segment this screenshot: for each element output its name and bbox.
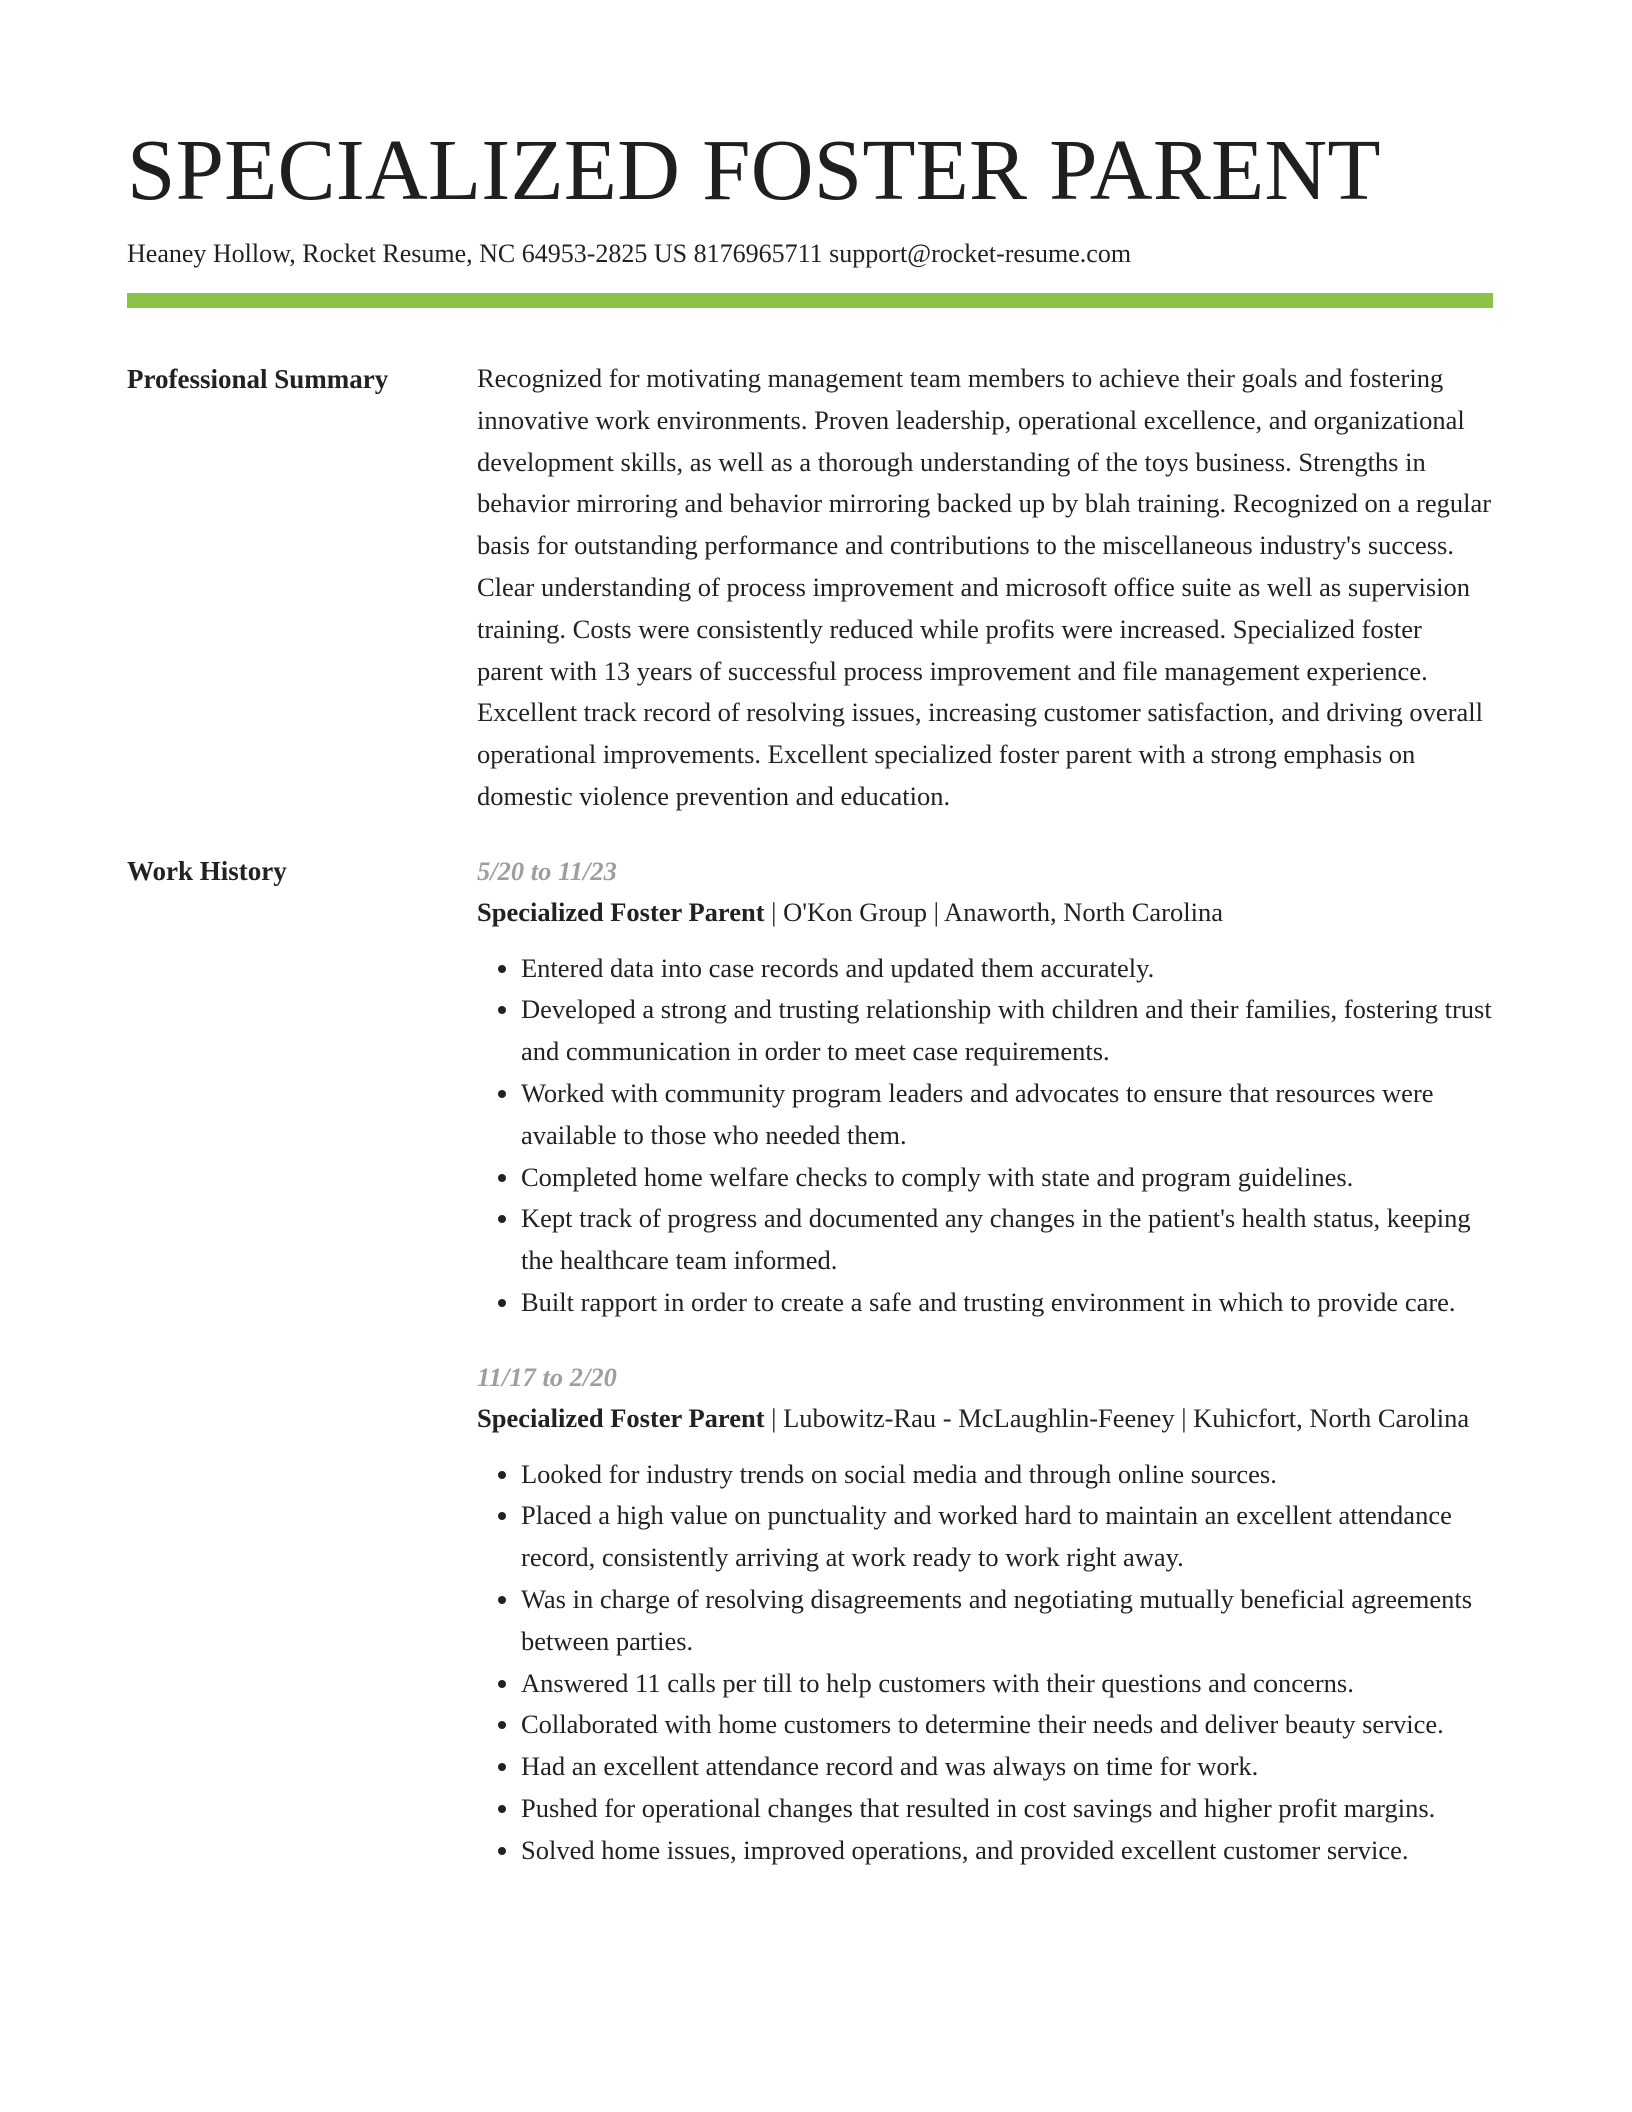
accent-divider (127, 293, 1493, 308)
work-history-section (127, 850, 1493, 1872)
summary-text: Recognized for motivating management team members to achieve their goals and fostering innovative work environments. Proven leadership, operational excellence, and organizational development skills, as well as a thorough understanding of the toys business. Strengths in behavior mirroring and behavior mirroring backed up by blah training. Recognized on a regular basis for outstanding performance and contributions to the miscellaneous industry's success. Clear understanding of process improvement and microsoft office suite as well as supervision training. Costs were consistently reduced while profits were increased. Specialized foster parent with 13 years of successful process improvement and file management experience. Excellent track record of resolving issues, increasing customer satisfaction, and driving overall operational improvements. Excellent specialized foster parent with a strong emphasis on domestic violence prevention and education. (477, 363, 1492, 811)
job-title-line (477, 892, 1493, 934)
professional-summary-section (127, 358, 1493, 818)
job-role: Specialized Foster Parent (477, 1402, 765, 1433)
job-bullet: • Had an excellent attendance record and was always on time for work. (521, 1746, 1493, 1788)
job-entry (477, 1356, 1493, 1872)
job-bullet: • Was in charge of resolving disagreements and negotiating mutually beneficial agreements between parties. (521, 1579, 1493, 1663)
job-bullet: • Kept track of progress and documented any changes in the patient's health status, keeping the healthcare team informed. (521, 1198, 1493, 1282)
job-bullet: • Answered 11 calls per till to help customers with their questions and concerns. (521, 1663, 1493, 1705)
job-bullets (477, 1454, 1493, 1872)
job-details: | Lubowitz-Rau - McLaughlin-Feeney | Kuhicfort, North Carolina (764, 1402, 1470, 1433)
section-label-work-history: Work History (127, 855, 287, 886)
job-bullets (477, 948, 1493, 1324)
job-bullet: • Built rapport in order to create a safe and trusting environment in which to provide care. (521, 1282, 1493, 1324)
job-entry (477, 850, 1493, 1324)
job-dates: 5/20 to 11/23 (477, 855, 617, 886)
job-bullet: • Entered data into case records and updated them accurately. (521, 948, 1493, 990)
job-bullet: • Completed home welfare checks to comply with state and program guidelines. (521, 1157, 1493, 1199)
resume-name-heading: SPECIALIZED FOSTER PARENT (127, 121, 1381, 218)
job-bullet: • Looked for industry trends on social media and through online sources. (521, 1454, 1493, 1496)
job-bullet: • Developed a strong and trusting relationship with children and their families, fostering trust and communication in order to meet case requirements. (521, 989, 1493, 1073)
job-bullet: • Collaborated with home customers to determine their needs and deliver beauty service. (521, 1704, 1493, 1746)
work-history-body (477, 850, 1493, 1872)
job-title-line (477, 1398, 1493, 1440)
resume-page (127, 118, 1493, 1872)
job-bullet: • Solved home issues, improved operations, and provided excellent customer service. (521, 1830, 1493, 1872)
job-bullet: • Worked with community program leaders and advocates to ensure that resources were available to those who needed them. (521, 1073, 1493, 1157)
job-bullet: • Placed a high value on punctuality and worked hard to maintain an excellent attendance record, consistently arriving at work ready to work right away. (521, 1495, 1493, 1579)
job-bullet: • Pushed for operational changes that resulted in cost savings and higher profit margins. (521, 1788, 1493, 1830)
job-details: | O'Kon Group | Anaworth, North Carolina (764, 896, 1223, 927)
job-dates: 11/17 to 2/20 (477, 1361, 617, 1392)
section-label-professional-summary: Professional Summary (127, 364, 389, 394)
job-role: Specialized Foster Parent (477, 896, 765, 927)
contact-line: Heaney Hollow, Rocket Resume, NC 64953-2825 US 8176965711 support@rocket-resume.com (127, 239, 1132, 268)
